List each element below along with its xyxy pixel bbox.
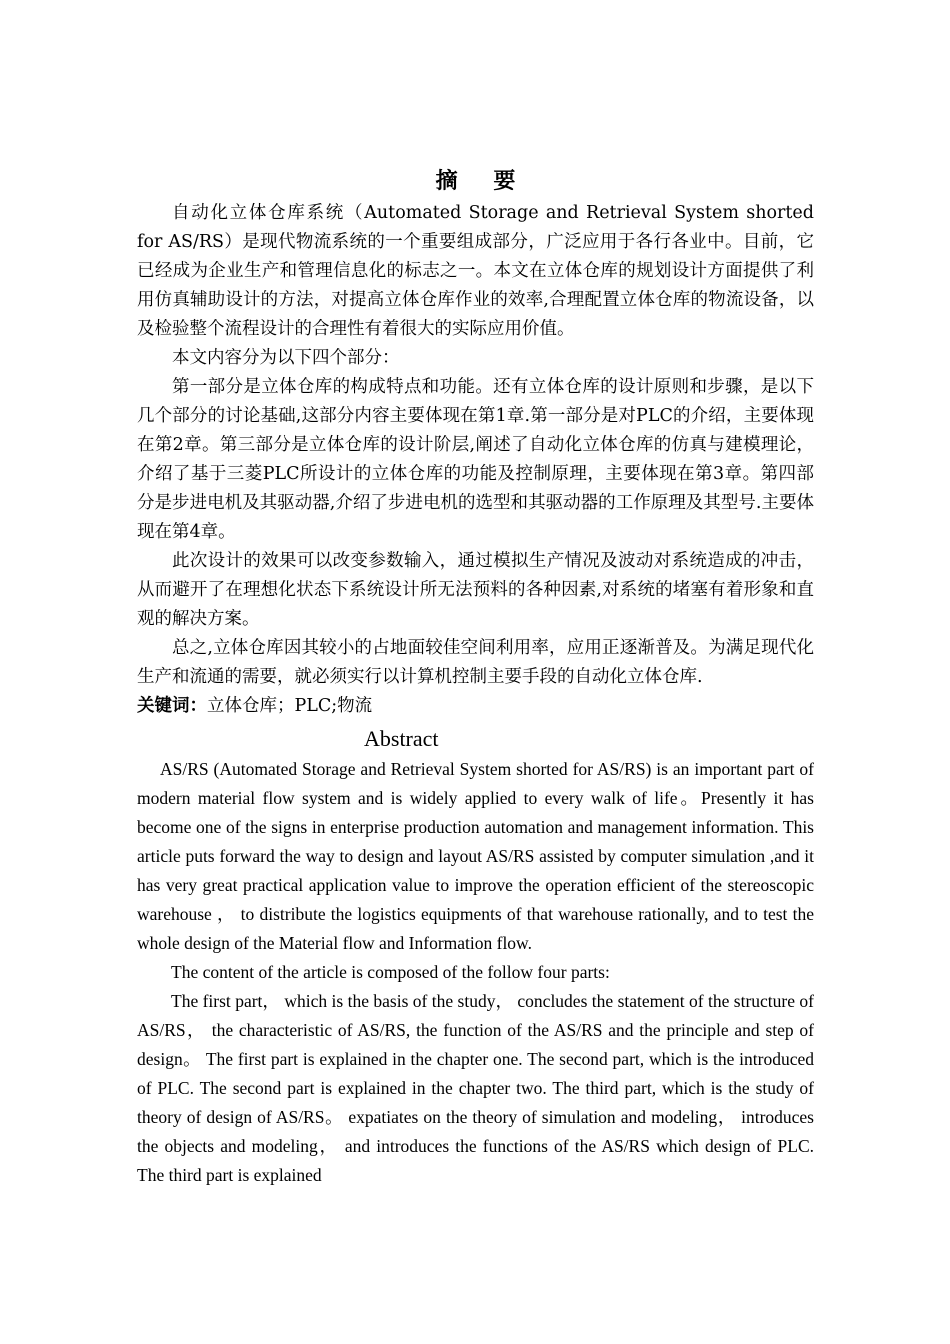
keywords-value: 立体仓库；PLC;物流 xyxy=(207,696,373,716)
chinese-abstract-title: 摘 要 xyxy=(435,168,530,194)
keywords-label: 关键词： xyxy=(137,696,207,716)
english-paragraph-1: AS/RS (Automated Storage and Retrieval System shorted for AS/RS) is an important part of modern material flow system and is widely applied to every walk of life。Presently it has become one of the signs in enterprise production automation and management information. This article puts forward the way to design and layout AS/RS assisted by computer simulation ,and it has very great practical application value to improve the operation efficient of the stereoscopic warehouse ， to distribute the logistics equipments of that warehouse rationally, and to test the whole design of the Material flow and Information flow. xyxy=(137,759,814,953)
document-page xyxy=(137,165,814,1190)
chinese-paragraph-3: 第一部分是立体仓库的构成特点和功能。还有立体仓库的设计原则和步骤，是以下几个部分的讨论基础,这部分内容主要体现在第1章.第一部分是对PLC的介绍，主要体现在第2章。第三部分是立体仓库的设计阶层,阐述了自动化立体仓库的仿真与建模理论，介绍了基于三菱PLC所设计的立体仓库的功能及控制原理，主要体现在第3章。第四部分是步进电机及其驱动器,介绍了步进电机的选型和其驱动器的工作原理及其型号.主要体现在第4章。 xyxy=(137,377,814,542)
chinese-paragraph-1: 自动化立体仓库系统（Automated Storage and Retrieval System shorted for AS/RS）是现代物流系统的一个重要组成部分，广泛应用于各行各业中。目前，它已经成为企业生产和管理信息化的标志之一。本文在立体仓库的规划设计方面提供了利用仿真辅助设计的方法，对提高立体仓库作业的效率,合理配置立体仓库的物流设备，以及检验整个流程设计的合理性有着很大的实际应用价值。 xyxy=(137,203,814,339)
chinese-paragraph-5: 总之,立体仓库因其较小的占地面较佳空间利用率，应用正逐渐普及。为满足现代化生产和流通的需要，就必须实行以计算机控制主要手段的自动化立体仓库. xyxy=(137,638,814,687)
english-paragraph-2: The content of the article is composed of the follow four parts: xyxy=(171,962,610,982)
english-abstract-title: Abstract xyxy=(364,726,439,751)
english-abstract-body xyxy=(137,755,814,1190)
english-paragraph-3: The first part， which is the basis of the study， concludes the statement of the structure of AS/RS， the characteristic of AS/RS, the function of the AS/RS and the principle and step of design。 The first part is explained in the chapter one. The second part, which is the introduced of PLC. The second part is explained in the chapter two. The third part, which is the study of theory of design of AS/RS。 expatiates on the theory of simulation and modeling， introduces the objects and modeling， and introduces the functions of the AS/RS which design of PLC. The third part is explained xyxy=(137,991,814,1185)
chinese-paragraph-4: 此次设计的效果可以改变参数输入，通过模拟生产情况及波动对系统造成的冲击，从而避开了在理想化状态下系统设计所无法预料的各种因素,对系统的堵塞有着形象和直观的解决方案。 xyxy=(137,551,814,629)
chinese-paragraph-2: 本文内容分为以下四个部分： xyxy=(172,348,400,368)
chinese-abstract-body xyxy=(137,199,814,692)
keywords-line xyxy=(137,692,814,721)
